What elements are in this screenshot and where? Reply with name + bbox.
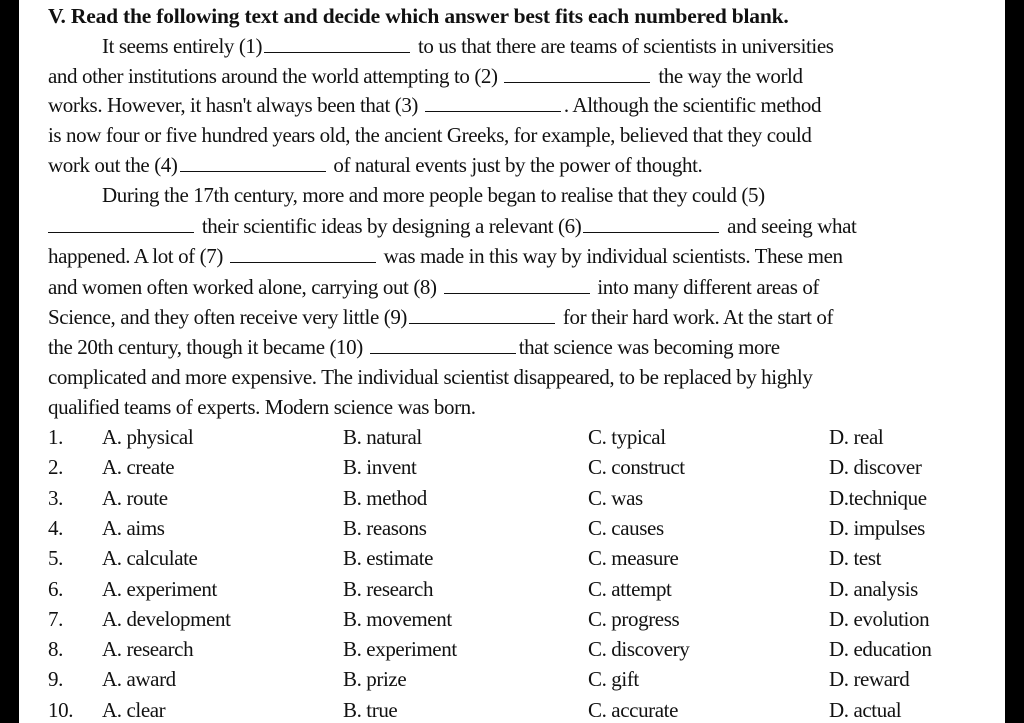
option-b[interactable]: B. natural	[343, 425, 422, 449]
option-c[interactable]: C. was	[588, 485, 643, 510]
option-b[interactable]: B. prize	[343, 667, 407, 692]
exercise-heading: V. Read the following text and decide which answer best fits each numbered blank.	[48, 4, 789, 28]
passage-text: that science was becoming more	[518, 335, 780, 359]
question-number: 8.	[48, 637, 63, 662]
blank-3	[425, 93, 561, 112]
passage-text: . Although the scientific method	[563, 93, 822, 117]
option-a[interactable]: A. calculate	[102, 546, 198, 571]
option-b[interactable]: B. method	[343, 485, 427, 510]
passage-text: of natural events just by the power of thought.	[333, 153, 703, 177]
passage-line	[48, 243, 843, 269]
option-c[interactable]: C. attempt	[588, 576, 672, 601]
question-number: 3.	[48, 485, 63, 510]
option-c[interactable]: C. measure	[588, 546, 679, 571]
option-d[interactable]: D. reward	[829, 667, 910, 692]
blank-7	[230, 244, 376, 263]
passage-text: the way the world	[658, 64, 803, 88]
option-a[interactable]: A. research	[102, 637, 194, 662]
option-b[interactable]: B. true	[343, 697, 398, 722]
worksheet-page	[19, 0, 1005, 723]
passage-line: is now four or five hundred years old, the ancient Greeks, for example, believed that they could	[48, 123, 812, 147]
option-a[interactable]: A. aims	[102, 515, 165, 540]
question-number: 2.	[48, 455, 63, 480]
passage-line	[102, 33, 834, 59]
option-d[interactable]: D. education	[829, 637, 932, 662]
passage-line: qualified teams of experts. Modern science was born.	[48, 395, 476, 419]
option-d[interactable]: D. real	[829, 425, 884, 449]
passage-line: complicated and more expensive. The individual scientist disappeared, to be replaced by highly	[48, 365, 813, 389]
option-b[interactable]: B. movement	[343, 606, 452, 631]
passage-text: work out the (4)	[48, 153, 178, 177]
option-d[interactable]: D. impulses	[829, 515, 925, 540]
passage-line	[48, 274, 819, 300]
question-number: 5.	[48, 546, 63, 571]
right-border	[1005, 0, 1024, 723]
option-b[interactable]: B. estimate	[343, 546, 434, 571]
blank-5	[48, 214, 194, 233]
blank-1	[264, 34, 410, 53]
passage-line: During the 17th century, more and more people began to realise that they could (5)	[102, 183, 765, 207]
question-number: 1.	[48, 425, 63, 449]
option-a[interactable]: A. development	[102, 606, 231, 631]
passage-line	[48, 304, 833, 330]
blank-8	[444, 275, 590, 294]
passage-text: It seems entirely (1)	[102, 34, 263, 58]
option-c[interactable]: C. causes	[588, 515, 664, 540]
option-d[interactable]: D. actual	[829, 697, 902, 722]
passage-line	[48, 152, 702, 178]
option-a[interactable]: A. physical	[102, 425, 194, 449]
option-b[interactable]: B. reasons	[343, 515, 427, 540]
option-c[interactable]: C. construct	[588, 455, 685, 480]
question-number: 4.	[48, 515, 63, 540]
passage-text: and women often worked alone, carrying out (8)	[48, 275, 437, 299]
passage-line	[48, 92, 821, 118]
passage-text: their scientific ideas by designing a relevant (6)	[201, 214, 582, 238]
passage-line	[48, 213, 856, 239]
option-d[interactable]: D. test	[829, 546, 882, 571]
option-d[interactable]: D. analysis	[829, 576, 918, 601]
option-d[interactable]: D.technique	[829, 485, 927, 510]
blank-10	[370, 335, 516, 354]
option-a[interactable]: A. create	[102, 455, 175, 480]
option-c[interactable]: C. accurate	[588, 697, 679, 722]
option-d[interactable]: D. evolution	[829, 606, 930, 631]
question-number: 10.	[48, 697, 74, 722]
option-b[interactable]: B. experiment	[343, 637, 457, 662]
passage-text: Science, and they often receive very little (9)	[48, 305, 408, 329]
passage-text: works. However, it hasn't always been that (3)	[48, 93, 419, 117]
question-number: 7.	[48, 606, 63, 631]
question-number: 6.	[48, 576, 63, 601]
option-c[interactable]: C. typical	[588, 425, 666, 449]
left-border	[0, 0, 19, 723]
option-a[interactable]: A. experiment	[102, 576, 217, 601]
option-c[interactable]: C. gift	[588, 667, 639, 692]
passage-text: to us that there are teams of scientists in universities	[417, 34, 834, 58]
option-a[interactable]: A. clear	[102, 697, 166, 722]
option-c[interactable]: C. discovery	[588, 637, 690, 662]
passage-text: for their hard work. At the start of	[562, 305, 834, 329]
passage-text: happened. A lot of (7)	[48, 244, 223, 268]
option-c[interactable]: C. progress	[588, 606, 680, 631]
blank-9	[409, 305, 555, 324]
option-b[interactable]: B. research	[343, 576, 434, 601]
passage-text: the 20th century, though it became (10)	[48, 335, 363, 359]
passage-line	[48, 63, 803, 89]
blank-2	[504, 64, 650, 83]
option-d[interactable]: D. discover	[829, 455, 922, 480]
blank-4	[180, 153, 326, 172]
passage-text: into many different areas of	[597, 275, 820, 299]
option-a[interactable]: A. award	[102, 667, 176, 692]
blank-6	[583, 214, 719, 233]
passage-line	[48, 334, 780, 360]
question-number: 9.	[48, 667, 63, 692]
passage-text: and seeing what	[727, 214, 857, 238]
passage-text: and other institutions around the world attempting to (2)	[48, 64, 498, 88]
passage-text: was made in this way by individual scientists. These men	[383, 244, 843, 268]
option-b[interactable]: B. invent	[343, 455, 417, 480]
option-a[interactable]: A. route	[102, 485, 168, 510]
